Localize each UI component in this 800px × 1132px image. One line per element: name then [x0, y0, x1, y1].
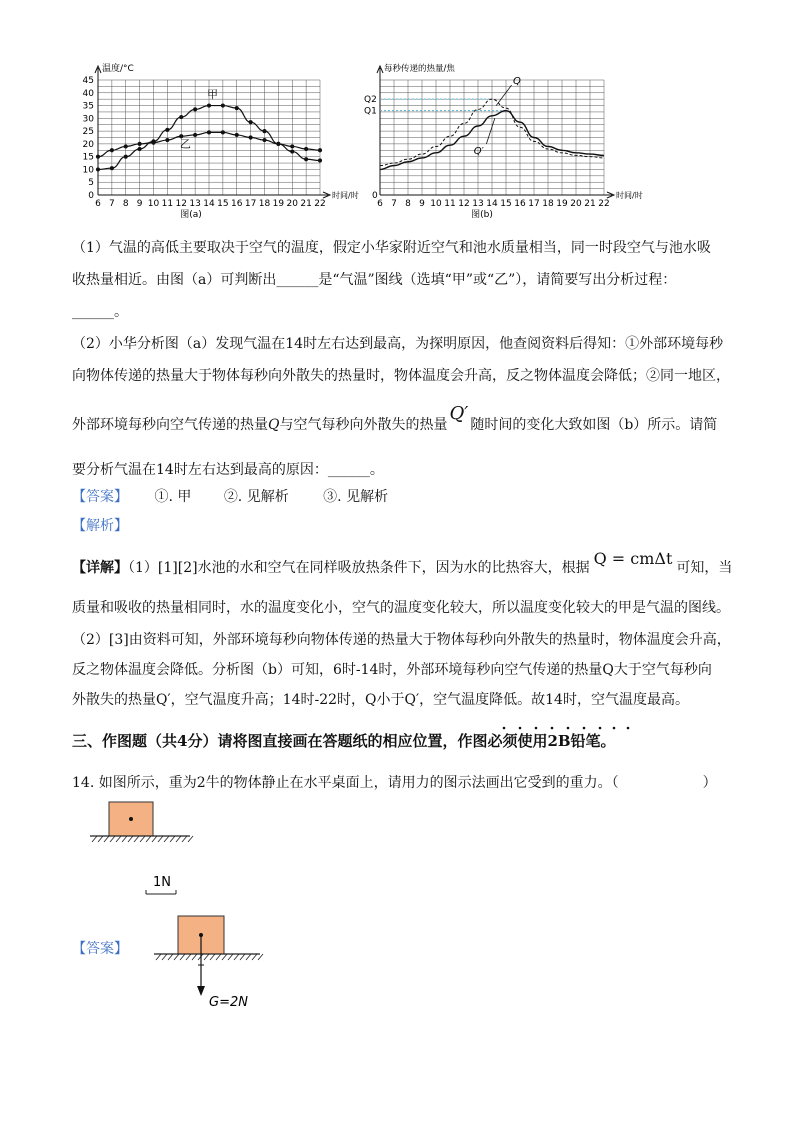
analysis-label: 【解析】: [72, 518, 128, 534]
x-tick-label: 6: [377, 199, 383, 209]
answer-2: ②. 见解析: [223, 489, 289, 505]
q1-line3: ______。: [72, 304, 128, 320]
detail-line1-text: （1）[1][2]水池的水和空气在同样吸放热条件下，因为水的比热容大，根据: [128, 560, 590, 576]
q2-line4: 要分析气温在14时左右达到最高的原因：______。: [72, 462, 384, 478]
x-tick-label: 17: [528, 199, 540, 209]
x-tick-label: 14: [203, 199, 215, 209]
x-tick-label: 9: [136, 199, 143, 209]
q1-line2: 收热量相近。由图（a）可判断出______是“气温”图线（选填“甲”或“乙”），请简要写出分析过程：: [72, 272, 677, 288]
y-tick-label: 0: [88, 191, 94, 201]
chart-caption: 图(b): [471, 210, 493, 220]
chart-a: [80, 58, 370, 228]
x-axis-label: 时间/时: [616, 191, 643, 200]
x-tick-label: 9: [419, 199, 425, 209]
data-point: [290, 149, 294, 153]
data-point: [96, 167, 100, 171]
x-tick-label: 12: [458, 199, 470, 209]
x-tick-label: 22: [598, 199, 610, 209]
question-14: 14. 如图所示，重为2牛的物体静止在水平桌面上，请用力的图示法画出它受到的重力。（ ）: [72, 775, 717, 791]
y-tick-label: 20: [82, 139, 94, 150]
detail-line4: 反之物体温度会降低。分析图（b）可知，6时-14时，外部环境每秒向空气传递的热量Q大于空气每秒向: [72, 662, 712, 678]
y-tick-label-0: 0: [372, 191, 378, 201]
chart-b: [362, 58, 652, 228]
q-symbol: Q: [268, 417, 280, 433]
detail-line3: （2）[3]由资料可知，外部环境每秒向物体传递的热量大于物体每秒向外散失的热量时，物体温度会升高，: [72, 632, 731, 648]
data-point: [304, 147, 308, 151]
data-point: [318, 158, 322, 162]
scale-bar: [146, 890, 176, 894]
emphasis-dots: [496, 725, 646, 731]
x-tick-label: 18: [542, 199, 554, 209]
q14-figure: [86, 800, 196, 846]
section-heading: 三、作图题（共4分）请将图直接画在答题纸的相应位置，作图必须使用2B铅笔。: [72, 732, 616, 750]
q2-line3-a: 外部环境每秒向空气传递的热量: [72, 417, 268, 433]
x-tick-label: 19: [556, 199, 568, 209]
data-point: [193, 107, 197, 111]
x-tick-label: 16: [514, 199, 526, 209]
x-tick-label: 8: [122, 199, 129, 209]
data-point: [124, 155, 128, 159]
y-tick-label-q2: Q2: [364, 95, 377, 106]
data-point: [235, 133, 239, 137]
series-label-yi: 乙: [179, 137, 191, 151]
x-tick-label: 22: [314, 199, 326, 209]
data-point: [249, 120, 253, 124]
answer-line: [72, 487, 388, 507]
x-tick-label: 14: [486, 199, 498, 209]
y-tick-label: 30: [82, 114, 94, 125]
q2-line2: 向物体传递的热量大于物体每秒向外散失的热量时，物体温度会升高，反之物体温度会降低；②同一地区，: [72, 368, 730, 384]
x-tick-label: 13: [472, 199, 484, 209]
center-dot: [129, 817, 133, 821]
x-tick-label: 19: [272, 199, 285, 209]
answer14-figure: [140, 868, 280, 1018]
y-tick-label: 25: [82, 127, 94, 138]
answer-1: ①. 甲: [154, 489, 192, 505]
x-axis-label: 时间/时: [332, 191, 359, 200]
y-axis-label: 每秒传递的热量/焦: [384, 64, 455, 74]
y-tick-label-q1: Q1: [364, 106, 377, 117]
data-point: [165, 138, 169, 142]
data-point: [138, 147, 142, 151]
x-tick-label: 13: [189, 199, 201, 209]
y-tick-label: 35: [82, 101, 94, 112]
answer-3: ③. 见解析: [323, 489, 389, 505]
x-tick-label: 15: [500, 199, 512, 209]
q2-line3: [72, 403, 718, 435]
series-label-q: Q: [513, 75, 521, 87]
data-point: [179, 115, 183, 119]
x-tick-label: 6: [95, 199, 101, 209]
answer-label: 【答案】: [72, 489, 128, 505]
data-point: [165, 128, 169, 132]
data-point: [304, 157, 308, 161]
x-tick-label: 10: [430, 199, 442, 209]
x-tick-label: 7: [391, 199, 397, 209]
data-point: [138, 142, 142, 146]
x-tick-label: 10: [147, 199, 160, 209]
scale-label: 1N: [153, 875, 171, 890]
y-axis-label: 温度/°C: [102, 64, 134, 74]
q2-line3-b: 与空气每秒向外散失的热量: [279, 417, 448, 433]
detail-line5: 外散失的热量Q′，空气温度升高；14时-22时，Q小于Q′，空气温度降低。故14时，空气温度最高。: [72, 692, 689, 708]
q-leader: [496, 85, 511, 105]
y-tick-label: 5: [88, 178, 94, 189]
detail-line2: 质量和吸收的热量相同时，水的温度变化小，空气的温度变化较大，所以温度变化较大的甲是气温的图线。: [72, 600, 730, 616]
data-point: [262, 129, 266, 133]
y-tick-label: 40: [82, 88, 94, 99]
x-tick-label: 8: [405, 199, 411, 209]
x-tick-label: 21: [300, 199, 312, 209]
chart-caption: 图(a): [180, 210, 202, 220]
q-prime-symbol: Q′: [449, 403, 469, 424]
data-point: [96, 155, 100, 159]
x-tick-label: 16: [231, 199, 243, 209]
x-tick-label: 11: [161, 199, 174, 209]
x-tick-label: 20: [286, 199, 298, 209]
data-point: [235, 106, 239, 110]
data-point: [221, 103, 225, 107]
formula: Q = cmΔt: [593, 549, 673, 568]
x-tick-label: 21: [584, 199, 596, 209]
data-point: [249, 135, 253, 139]
y-tick-label: 10: [82, 165, 94, 176]
x-tick-label: 12: [175, 199, 187, 209]
x-tick-label: 18: [258, 199, 271, 209]
q1-line1: （1）气温的高低主要取决于空气的温度，假定小华家附近空气和池水质量相当，同一时段空气与池水吸: [72, 240, 711, 256]
x-tick-label: 20: [570, 199, 582, 209]
answer14-label: 【答案】: [72, 941, 128, 957]
data-point: [318, 148, 322, 152]
data-point: [276, 142, 280, 146]
y-tick-label: 45: [82, 76, 94, 86]
data-point: [110, 166, 114, 170]
arrow-head: [197, 986, 205, 996]
x-tick-label: 15: [217, 199, 229, 209]
y-tick-label: 15: [82, 152, 94, 163]
series-label-jia: 甲: [207, 87, 218, 101]
q2-line1: （2）小华分析图（a）发现气温在14时左右达到最高，为探明原因，他查阅资料后得知：①外部环境每秒: [72, 336, 724, 352]
detail-line1: [72, 549, 733, 578]
x-tick-label: 11: [444, 199, 456, 209]
detail-label: 【详解】: [72, 560, 128, 576]
data-point: [207, 130, 211, 134]
data-point: [262, 138, 266, 142]
force-label: G=2N: [209, 995, 248, 1010]
q2-line3-c: 随时间的变化大致如图（b）所示。请简: [470, 417, 718, 433]
data-point: [151, 141, 155, 145]
detail-line1-end: 可知，当: [676, 560, 733, 576]
data-point: [290, 144, 294, 148]
data-point: [221, 130, 225, 134]
x-tick-label: 17: [244, 199, 257, 209]
data-point: [207, 103, 211, 107]
data-point: [110, 148, 114, 152]
series-label-q-prime: Q′: [473, 146, 484, 158]
data-point: [124, 144, 128, 148]
x-tick-label: 7: [109, 199, 115, 209]
data-point: [193, 133, 197, 137]
